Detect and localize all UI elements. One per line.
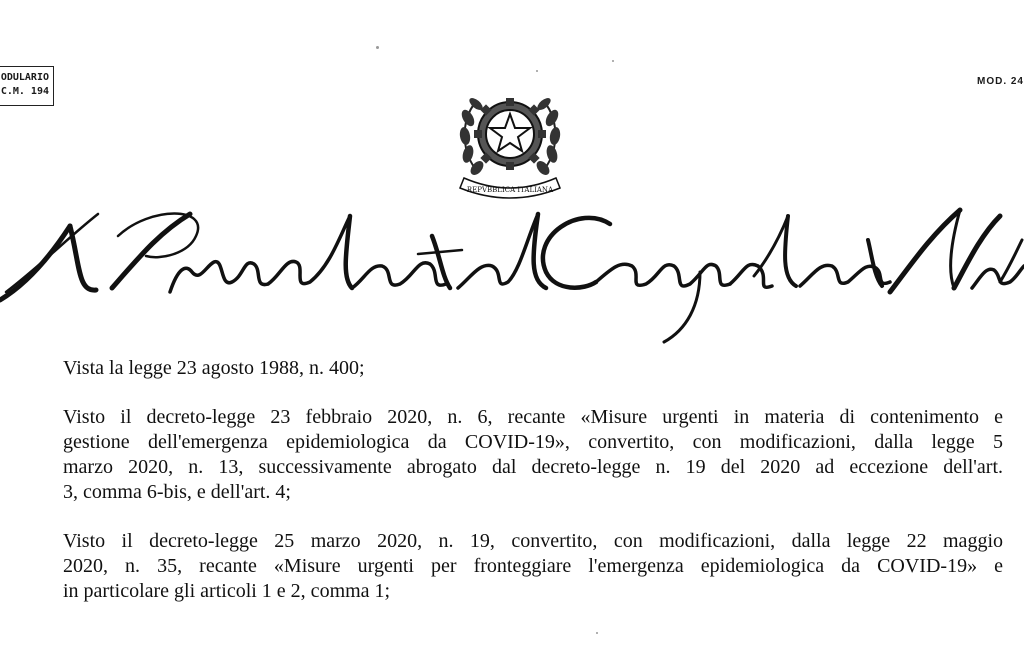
emblem-ribbon-text: REPVBBLICA ITALIANA bbox=[466, 186, 554, 194]
preamble-paragraph-1 bbox=[63, 356, 1003, 381]
document-body bbox=[63, 356, 1003, 628]
text-line: 2020, n. 35, recante «Misure urgenti per fronteggiare l'emergenza epidemiologica da COVID-19» e bbox=[63, 555, 1003, 577]
preamble-paragraph-3 bbox=[63, 529, 1003, 604]
scan-speck bbox=[376, 46, 379, 49]
model-label: MOD. 24 bbox=[976, 76, 1024, 87]
scan-speck bbox=[612, 60, 614, 62]
form-stamp bbox=[0, 66, 54, 106]
heading-calligraphy bbox=[0, 196, 1024, 346]
text-line: Visto il decreto-legge 25 marzo 2020, n. 19, convertito, con modificazioni, dalla legge 22 maggio bbox=[63, 530, 1003, 552]
stamp-line-2: C.M. 194 bbox=[0, 86, 49, 97]
text-line: 3, comma 6-bis, e dell'art. 4; bbox=[63, 481, 291, 503]
text-line: Vista la legge 23 agosto 1988, n. 400; bbox=[63, 357, 365, 379]
text-line: Visto il decreto-legge 23 febbraio 2020, n. 6, recante «Misure urgenti in materia di contenimento e bbox=[63, 406, 1003, 428]
text-line: gestione dell'emergenza epidemiologica da COVID-19», convertito, con modificazioni, dalla legge 5 bbox=[63, 431, 1003, 453]
republic-emblem-icon bbox=[456, 84, 564, 200]
stamp-line-1: ODULARIO bbox=[0, 72, 49, 83]
text-line: in particolare gli articoli 1 e 2, comma 1; bbox=[63, 580, 391, 602]
scan-speck bbox=[596, 632, 598, 634]
preamble-paragraph-2 bbox=[63, 405, 1003, 505]
text-line: marzo 2020, n. 13, successivamente abrogato dal decreto-legge n. 19 del 2020 ad eccezione dell'art. bbox=[63, 456, 1003, 478]
scan-speck bbox=[536, 70, 538, 72]
document-heading bbox=[0, 196, 1024, 346]
